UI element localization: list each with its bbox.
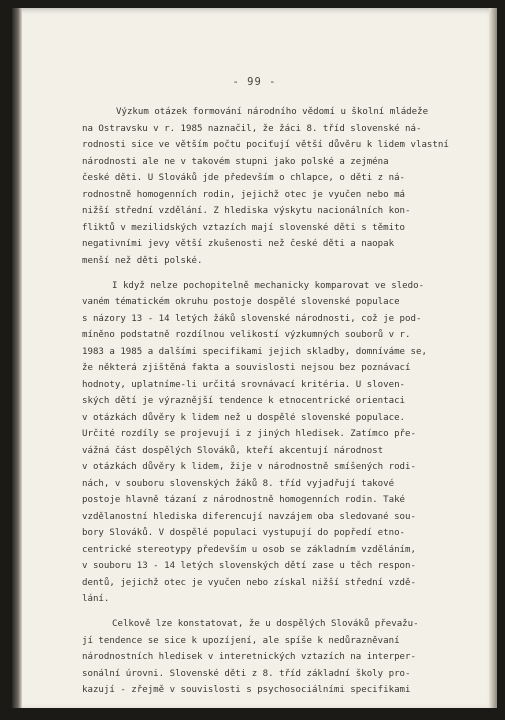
text-line: centrické stereotypy především u osob se základním vzděláním, — [82, 544, 416, 555]
paragraph-1 — [82, 104, 472, 269]
text-line: menší než děti polské. — [82, 255, 203, 266]
paragraph-2 — [82, 278, 472, 608]
text-line: fliktů v mezilidských vztazích mají slovenské děti s těmito — [82, 222, 406, 233]
page-number: - 99 - — [232, 76, 277, 88]
text-line: národnosti ale ne v takovém stupni jako polské a zejména — [82, 156, 389, 167]
text-line: lání. — [82, 594, 110, 604]
text-line: míněno podstatně rozdílnou velikostí výzkumných souborů v r. — [82, 330, 411, 340]
text-line: že některá zjištěná fakta a souvislosti nejsou bez poznávací — [82, 363, 411, 373]
text-line: I když nelze pochopitelně mechanicky komparovat ve sledo- — [112, 280, 425, 291]
text-line: Určité rozdíly se projevují i z jiných hledisek. Zatímco pře- — [82, 429, 416, 439]
text-line: dentů, jejichž otec je vyučen nebo získal nižší střední vzdě- — [82, 577, 416, 588]
text-line: vážná část dospělých Slováků, kteří akcentují národnost — [82, 445, 384, 456]
text-line: 1983 a 1985 a dalšími specifikami jejich skladby, domníváme se, — [82, 346, 427, 357]
text-line: v otázkách důvěry k lidem než u dospělé slovenské populace. — [82, 412, 406, 423]
text-line: s názory 13 - 14 letých žáků slovenské národnosti, což je pod- — [82, 313, 422, 324]
paragraph-3 — [82, 616, 472, 699]
page-right-edge — [489, 8, 497, 708]
text-line: bory Slováků. V dospělé populaci vystupují do popředí etno- — [82, 528, 406, 538]
text-line: v otázkách důvěry k lidem, žije v národnostně smíšených rodi- — [82, 462, 416, 472]
text-line: vzdělanostní hlediska diferencují navzájem oba sledované sou- — [82, 511, 416, 522]
text-line: nách, v souboru slovenských žáků 8. tříd vyjadřují takové — [82, 478, 395, 489]
text-line: české děti. U Slováků jde především o chlapce, o děti z ná- — [82, 173, 406, 183]
text-line: na Ostravsku v r. 1985 naznačil, že žáci 8. tříd slovenské ná- — [82, 123, 422, 134]
text-line: rodnostně homogenních rodin, jejichž otec je vyučen nebo má — [82, 189, 406, 200]
text-line: negativními jevy větší zkušenosti než české děti a naopak — [82, 239, 395, 249]
text-line: Výzkum otázek formování národního vědomí u školní mládeže — [116, 107, 429, 117]
text-line: ských dětí je výraznější tendence k etnocentrické orientaci — [82, 396, 406, 406]
text-line: v souboru 13 - 14 letých slovenských dětí zase u těch respon- — [82, 561, 416, 571]
text-line: jí tendence se sice k upozíjení, ale spíše k nedůrazněvaní — [82, 635, 400, 646]
text-line: rodnosti sice ve větším počtu pociťují větší důvěru k lidem vlastní — [82, 140, 449, 150]
text-line: Celkově lze konstatovat, že u dospělých Slováků převažu- — [112, 619, 419, 629]
text-line: národnostních hledisek v interetnických vztazích na interper- — [82, 652, 416, 662]
text-line: vaném tématickém okruhu postoje dospělé slovenské populace — [82, 297, 400, 307]
page-binding-shadow — [12, 8, 22, 708]
text-line: postoje hlavně tázaní z národnostně homogenních rodin. Také — [82, 495, 406, 505]
document-page — [12, 8, 497, 708]
text-line: sonální úrovni. Slovenské děti z 8. tříd základní školy pro- — [82, 668, 411, 679]
text-line: hodnoty, uplatníme-li určitá srovnávací kritéria. U sloven- — [82, 379, 406, 390]
text-line: nižší střední vzdělání. Z hlediska výskytu nacionálních kon- — [82, 206, 411, 216]
body-text — [82, 104, 472, 707]
text-line: kazují - zřejmě v souvislosti s psychosociálními specifikami — [82, 685, 411, 695]
